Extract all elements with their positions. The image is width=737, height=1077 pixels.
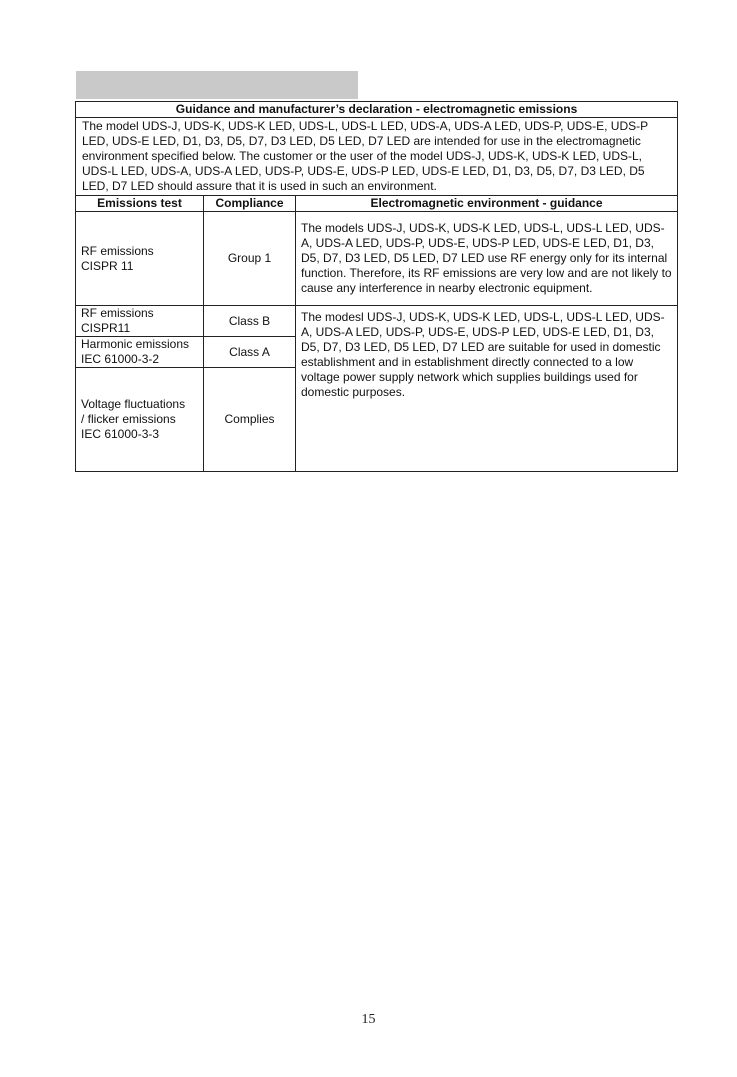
- compliance-cell: Class B: [204, 306, 296, 337]
- table-row: [76, 306, 678, 337]
- section-header-bar: [76, 71, 358, 99]
- header-emissions-test: Emissions test: [76, 196, 204, 212]
- compliance-cell: Complies: [204, 368, 296, 472]
- compliance-cell: Group 1: [204, 212, 296, 306]
- guidance-cell: The modesl UDS-J, UDS-K, UDS-K LED, UDS-L, UDS-L LED, UDS-A, UDS-A LED, UDS-P, UDS-E, UDS-P LED, UDS-E LED, D1, D3, D5, D7, D3 LED, D5 LED, D7 LED are suitable for used in domestic establishment and in establishment directly connected to a low voltage power supply network which supplies buildings used for domestic purposes.: [296, 306, 678, 472]
- table-intro: The model UDS-J, UDS-K, UDS-K LED, UDS-L, UDS-L LED, UDS-A, UDS-A LED, UDS-P, UDS-E, UDS-P LED, UDS-E LED, D1, D3, D5, D7, D3 LED, D5 LED, D7 LED are intended for use in the electromagnetic environment specified below. The customer or the user of the model UDS-J, UDS-K, UDS-K LED, UDS-L, UDS-L LED, UDS-A, UDS-A LED, UDS-P, UDS-E, UDS-P LED, UDS-E LED, D1, D3, D5, D7, D3 LED, D5 LED, D7 LED should assure that it is used in such an environment.: [76, 118, 678, 196]
- emissions-test-cell: RF emissions CISPR11: [76, 306, 204, 337]
- page-number: 15: [361, 1012, 376, 1027]
- emissions-test-cell: Harmonic emissions IEC 61000-3-2: [76, 337, 204, 368]
- guidance-cell: The models UDS-J, UDS-K, UDS-K LED, UDS-L, UDS-L LED, UDS-A, UDS-A LED, UDS-P, UDS-E, UDS-P LED, UDS-E LED, D1, D3, D5, D7, D3 LED, D5 LED, D7 LED use RF energy only for its internal function. Therefore, its RF emissions are very low and are not likely to cause any interference in nearby electronic equipment.: [296, 212, 678, 306]
- emissions-declaration-table: [75, 101, 678, 472]
- table-title: Guidance and manufacturer’s declaration - electromagnetic emissions: [76, 102, 678, 118]
- header-guidance: Electromagnetic environment - guidance: [296, 196, 678, 212]
- header-compliance: Compliance: [204, 196, 296, 212]
- emissions-test-cell: RF emissions CISPR 11: [76, 212, 204, 306]
- compliance-cell: Class A: [204, 337, 296, 368]
- emissions-test-cell: Voltage fluctuations / flicker emissions IEC 61000-3-3: [76, 368, 204, 472]
- table-row: [76, 212, 678, 306]
